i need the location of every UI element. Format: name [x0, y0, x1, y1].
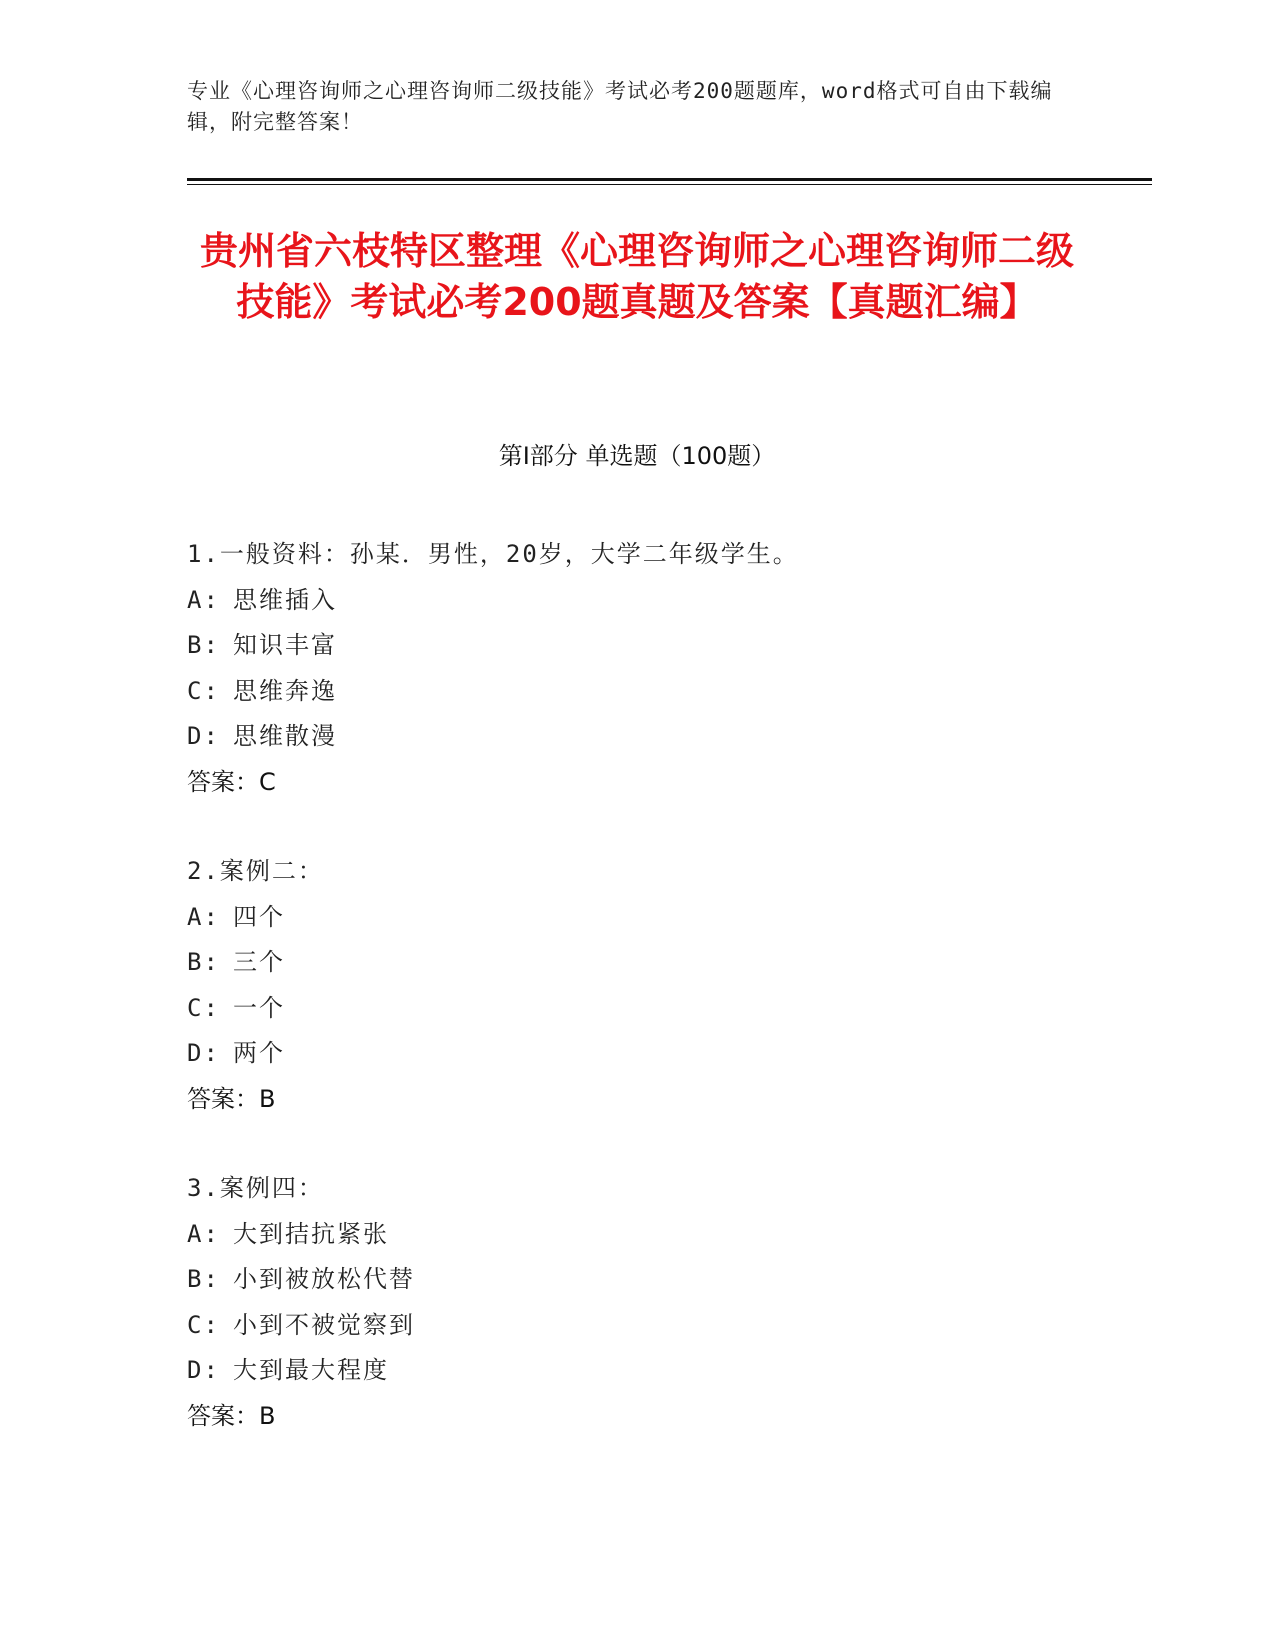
- question-stem: 2.案例二：: [187, 857, 324, 885]
- option-text: 小到不被觉察到: [233, 1310, 415, 1339]
- option-d: [187, 714, 1087, 760]
- option-text: 思维插入: [233, 585, 337, 614]
- option-text: 思维散漫: [233, 722, 337, 750]
- answer: 答案：C: [187, 767, 276, 796]
- question-stem: 1.一般资料：孙某．男性，20岁，大学二年级学生。: [187, 540, 799, 568]
- header-rule-thin: [187, 184, 1152, 185]
- answer: 答案：B: [187, 1084, 276, 1113]
- option-a: [187, 1212, 1087, 1258]
- option-text: 知识丰富: [233, 631, 337, 659]
- option-label: B:: [187, 948, 220, 976]
- option-a: [187, 895, 1087, 941]
- option-label: C:: [187, 993, 220, 1022]
- option-label: D:: [187, 722, 220, 750]
- option-text: 小到被放松代替: [233, 1265, 415, 1293]
- option-label: A:: [187, 902, 220, 931]
- option-c: [187, 669, 1087, 715]
- question-2: [187, 849, 1087, 1122]
- option-text: 三个: [233, 948, 285, 976]
- option-text: 思维奔逸: [233, 676, 337, 705]
- option-d: [187, 1348, 1087, 1394]
- option-text: 两个: [233, 1039, 285, 1067]
- option-label: D:: [187, 1356, 220, 1384]
- option-c: [187, 986, 1087, 1032]
- option-a: [187, 578, 1087, 624]
- option-b: [187, 623, 1087, 669]
- option-label: C:: [187, 676, 220, 705]
- option-label: A:: [187, 585, 220, 614]
- option-label: B:: [187, 631, 220, 659]
- option-label: C:: [187, 1310, 220, 1339]
- header-note: 专业《心理咨询师之心理咨询师二级技能》考试必考200题题库，word格式可自由下载编辑，附完整答案！: [187, 79, 1053, 134]
- question-1: [187, 532, 1087, 805]
- option-text: 大到最大程度: [233, 1356, 389, 1384]
- section-title: 第I部分 单选题（100题）: [498, 442, 776, 470]
- option-text: 大到拮抗紧张: [233, 1219, 389, 1248]
- answer: 答案：B: [187, 1401, 276, 1430]
- question-list: [187, 532, 1087, 1483]
- document-title: 贵州省六枝特区整理《心理咨询师之心理咨询师二级技能》考试必考200题真题及答案【真题汇编】: [199, 229, 1074, 324]
- option-label: B:: [187, 1265, 220, 1293]
- option-label: D:: [187, 1039, 220, 1067]
- question-3: [187, 1166, 1087, 1439]
- option-d: [187, 1031, 1087, 1077]
- option-b: [187, 940, 1087, 986]
- option-c: [187, 1303, 1087, 1349]
- question-stem: 3.案例四：: [187, 1174, 324, 1202]
- option-text: 一个: [233, 993, 285, 1022]
- header-rule-thick: [187, 178, 1152, 181]
- option-text: 四个: [233, 902, 285, 931]
- option-b: [187, 1257, 1087, 1303]
- option-label: A:: [187, 1219, 220, 1248]
